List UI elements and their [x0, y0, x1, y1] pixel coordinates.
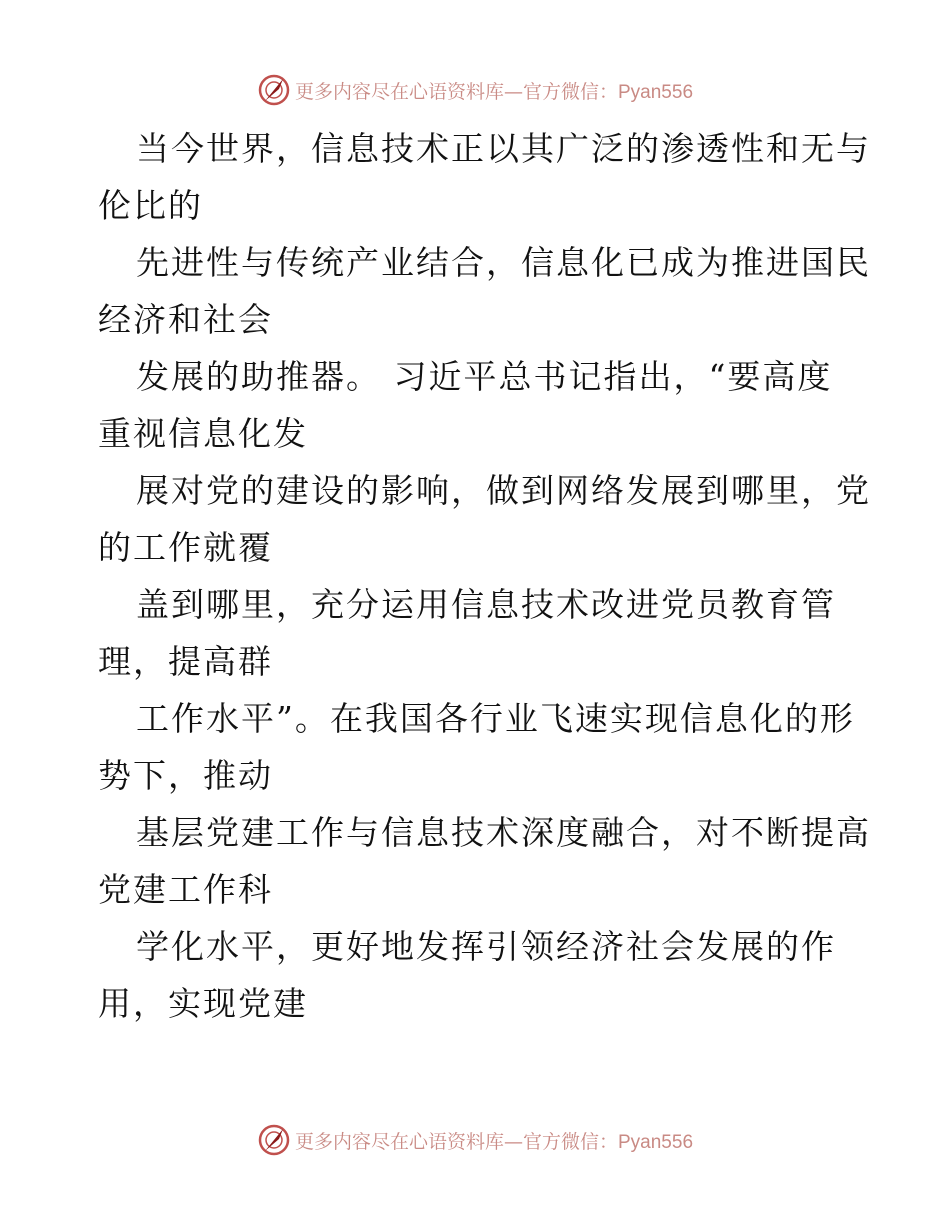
paragraph-line: 经济和社会: [98, 300, 273, 339]
paragraph-line: 伦比的: [98, 186, 203, 225]
paragraph-line: 盖到哪里，充分运用信息技术改进党员教育管: [136, 585, 836, 624]
paragraph: [98, 576, 858, 690]
paragraph: [98, 348, 858, 462]
paragraph-line: 展对党的建设的影响，做到网络发展到哪里，党: [136, 471, 871, 510]
paragraph-line: 工作水平”。在我国各行业飞速实现信息化的形: [136, 699, 855, 738]
paragraph-line: 的工作就覆: [98, 528, 273, 567]
header-watermark: [0, 70, 950, 110]
watermark-text: 更多内容尽在心语资料库—官方微信：Pyan556: [294, 1130, 694, 1153]
paragraph-line: 理，提高群: [98, 642, 273, 681]
paragraph-line: 势下，推动: [98, 756, 273, 795]
paragraph-line: 发展的助推器。 习近平总书记指出，“要高度: [136, 357, 833, 396]
document-body: [98, 120, 871, 1032]
quill-circle-logo-icon: [257, 1123, 291, 1157]
paragraph: [98, 462, 871, 576]
paragraph-line: 基层党建工作与信息技术深度融合，对不断提高: [136, 813, 871, 852]
footer-watermark: [0, 1120, 950, 1160]
paragraph-line: 当今世界，信息技术正以其广泛的渗透性和无与: [136, 129, 871, 168]
watermark-text: 更多内容尽在心语资料库—官方微信：Pyan556: [294, 80, 694, 103]
paragraph: [98, 120, 871, 234]
paragraph: [98, 804, 871, 918]
quill-circle-logo-icon: [257, 73, 291, 107]
paragraph: [98, 918, 858, 1032]
paragraph: [98, 234, 871, 348]
paragraph-line: 学化水平，更好地发挥引领经济社会发展的作: [136, 927, 836, 966]
paragraph: [98, 690, 858, 804]
paragraph-line: 党建工作科: [98, 870, 273, 909]
paragraph-line: 用，实现党建: [98, 984, 308, 1023]
paragraph-line: 重视信息化发: [98, 414, 308, 453]
paragraph-line: 先进性与传统产业结合，信息化已成为推进国民: [136, 243, 871, 282]
